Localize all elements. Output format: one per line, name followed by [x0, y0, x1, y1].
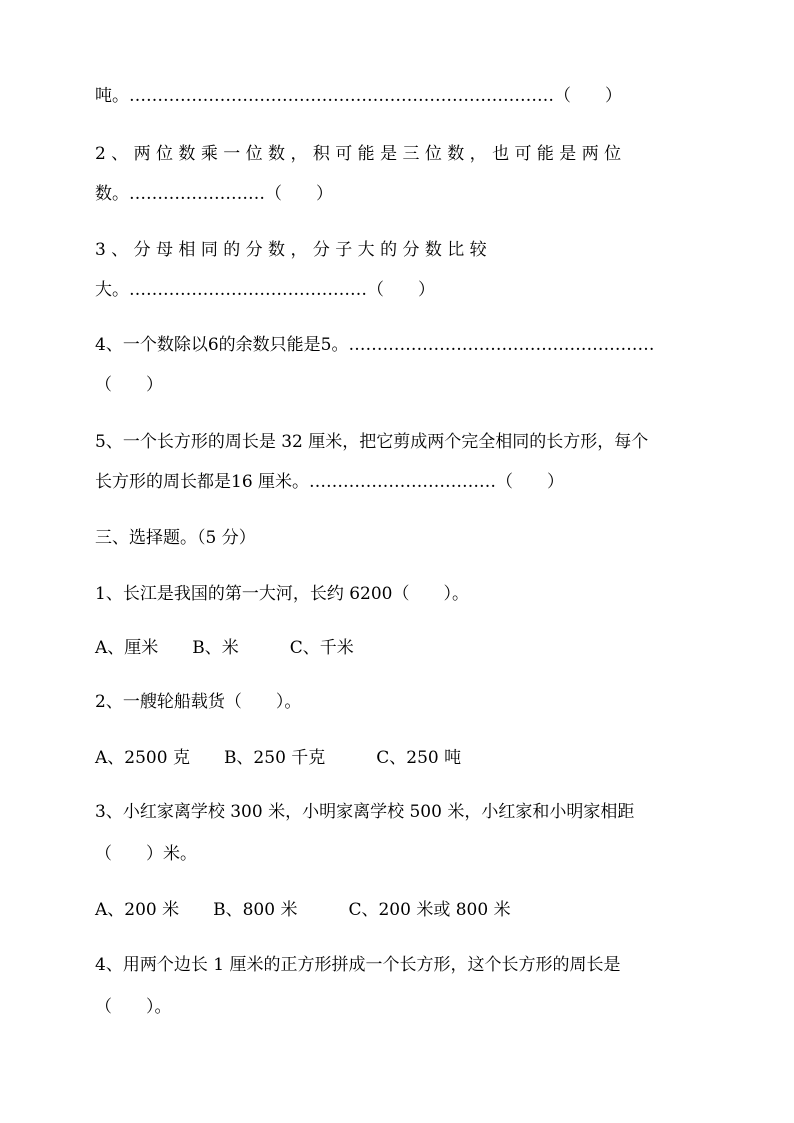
- judge-item-3-line1: 3 、 分 母 相 同 的 分 数 ， 分 子 大 的 分 数 比 较: [95, 240, 487, 260]
- judge-item-3-line2: 大。……………………………………（ ）: [95, 280, 435, 300]
- judge-item-4-line2: （ ）: [95, 375, 163, 395]
- judge-item-1-end: 吨。…………………………………………………………………（ ）: [95, 86, 622, 106]
- choice-item-4-line2: （ ）。: [95, 997, 172, 1017]
- judge-item-2-line1: 2 、 两 位 数 乘 一 位 数 ， 积 可 能 是 三 位 数 ， 也 可 能 是 两 位: [95, 144, 622, 164]
- choice-item-4-line1: 4、用两个边长 1 厘米的正方形拼成一个长方形，这个长方形的周长是: [95, 955, 621, 975]
- judge-item-5-line2: 长方形的周长都是16 厘米。……………………………（ ）: [95, 472, 565, 492]
- judge-item-5-line1: 5、一个长方形的周长是 32 厘米，把它剪成两个完全相同的长方形，每个: [95, 432, 649, 452]
- choice-item-1: 1、长江是我国的第一大河，长约 6200（ ）。: [95, 584, 469, 604]
- section-heading-choice: 三、选择题。（5 分）: [95, 528, 256, 548]
- choice-item-2: 2、一艘轮船载货（ ）。: [95, 692, 302, 712]
- choice-item-2-options: A、2500 克 B、250 千克 C、250 吨: [95, 748, 462, 768]
- choice-item-3-options: A、200 米 B、800 米 C、200 米或 800 米: [95, 900, 511, 920]
- choice-item-3-line1: 3、小红家离学校 300 米，小明家离学校 500 米，小红家和小明家相距: [95, 802, 635, 822]
- choice-item-3-line2: （ ）米。: [95, 844, 197, 864]
- judge-item-2-line2: 数。……………………（ ）: [95, 184, 333, 204]
- judge-item-4-line1: 4、一个数除以6的余数只能是5。………………………………………………: [95, 335, 655, 355]
- choice-item-1-options: A、厘米 B、米 C、千米: [95, 638, 354, 658]
